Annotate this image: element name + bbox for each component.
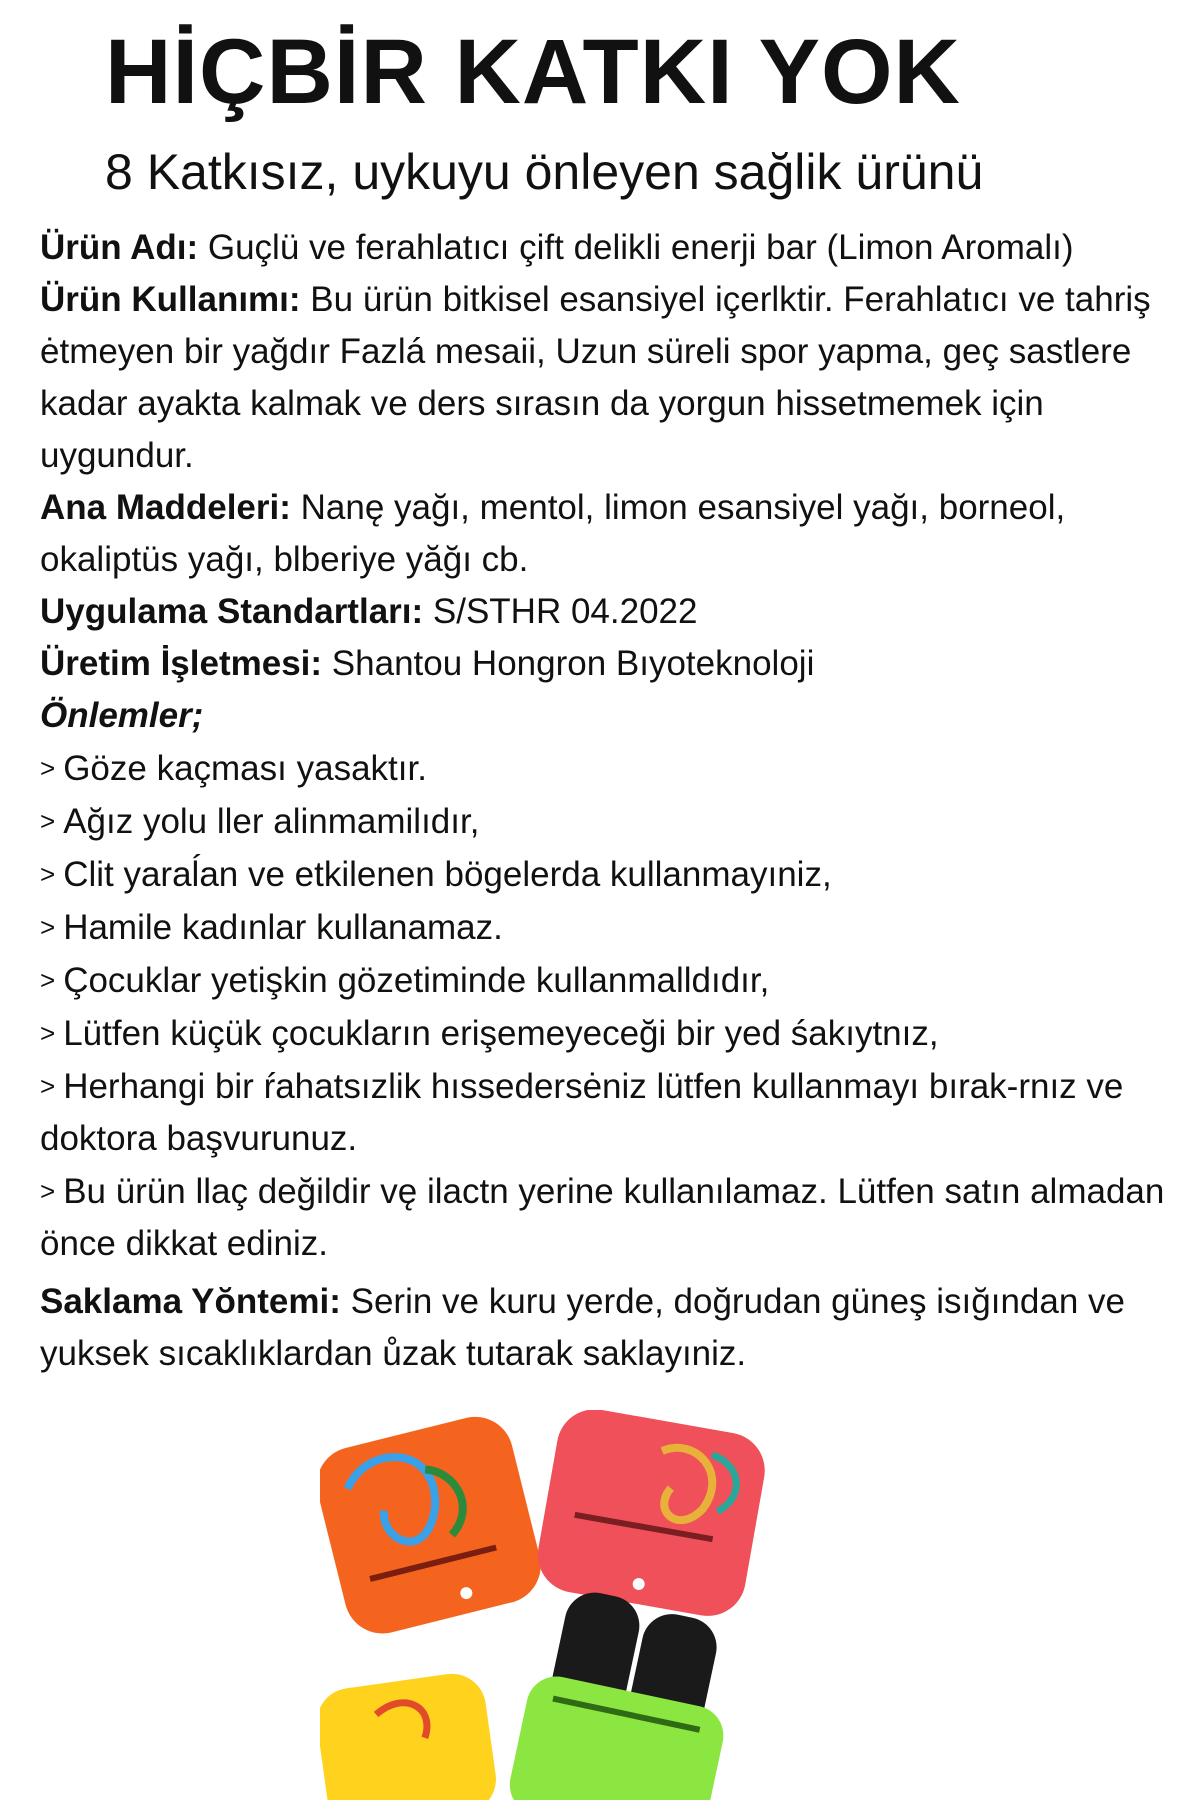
manufacturer-value: Shantou Hongron Bıyoteknoloji: [331, 644, 815, 683]
precaution-text: Hamile kadınlar kullanamaz.: [63, 908, 503, 947]
page-subtitle: 8 Katkısız, uykuyu önleyen sağlik ürünü: [105, 144, 984, 200]
product-details: [40, 222, 1190, 1380]
bullet-marker: >: [40, 1176, 56, 1206]
product-photo: [320, 1410, 800, 1800]
precaution-item: [40, 954, 1190, 1007]
yellow-case-image: [320, 1669, 500, 1800]
precaution-item: [40, 1165, 1190, 1270]
manufacturer-row: [40, 638, 1190, 690]
standards-value: S/STHR 04.2022: [432, 592, 698, 631]
product-name-label: Ürün Adı:: [40, 228, 199, 267]
storage-label: Saklama Yŏntemi:: [40, 1282, 341, 1321]
ingredients-value: Nanę yağı, mentol, limon esansiyel yağı, borneol, okaliptüs yağı, blberiye yăğı cb.: [40, 488, 1066, 579]
bullet-marker: >: [40, 806, 56, 836]
product-name-value: Guçlü ve ferahlatıcı çift delikli enerji bar (Limon Aromalı): [207, 228, 1074, 267]
bullet-marker: >: [40, 753, 56, 783]
precautions-heading: Önlemler;: [40, 696, 204, 735]
page-title: HİÇBİR KATKI YOK: [105, 21, 961, 123]
precautions-list: [40, 742, 1190, 1270]
bullet-marker: >: [40, 965, 56, 995]
precaution-item: [40, 901, 1190, 954]
bullet-marker: >: [40, 1071, 56, 1101]
precaution-item: [40, 795, 1190, 848]
precaution-item: [40, 1007, 1190, 1060]
usage-row: [40, 274, 1190, 482]
precaution-item: [40, 848, 1190, 901]
orange-case-image: [320, 1410, 549, 1642]
usage-label: Ürün Kullanımı:: [40, 280, 301, 319]
storage-row: [40, 1276, 1190, 1380]
pink-case-image: [532, 1410, 771, 1622]
bullet-marker: >: [40, 859, 56, 889]
bullet-marker: >: [40, 1018, 56, 1048]
bullet-marker: >: [40, 912, 56, 942]
product-name-row: [40, 222, 1190, 274]
precaution-text: Ağız yolu ller alinmamilıdır,: [63, 802, 480, 841]
precaution-text: Lütfen küçük çocukların erişemeyeceği bir yed śakıytnız,: [63, 1014, 939, 1053]
precaution-text: Clit yaraĺan ve etkilenen bögelerda kullanmayıniz,: [63, 855, 832, 894]
precaution-item: [40, 1060, 1190, 1165]
manufacturer-label: Üretim İşletmesi:: [40, 644, 323, 683]
precaution-text: Göze kaçması yasaktır.: [63, 749, 427, 788]
standards-label: Uygulama Standartları:: [40, 592, 424, 631]
ingredients-label: Ana Maddeleri:: [40, 488, 291, 527]
standards-row: [40, 586, 1190, 638]
ingredients-row: [40, 482, 1190, 586]
storage-value: Serin ve kuru yerde, doğrudan güneş isığından ve yuksek sıcaklıklardan ůzak tutarak saklayıniz.: [40, 1282, 1126, 1373]
usage-value: Bu ürün bitkisel esansiyel içerlktir. Ferahlatıcı ve tahriş ėtmeyen bir yağdır Fazlá mesaii, Uzun süreli spor yapma, geç sastlere kadar ayakta kalmak ve ders sırasın da yorgun hissetmemek için uygundur.: [40, 280, 1151, 475]
precaution-item: [40, 742, 1190, 795]
precaution-text: Çocuklar yetişkin gözetiminde kullanmalldıdır,: [63, 961, 770, 1000]
precaution-text: Bu ürün llaç değildir vę ilactn yerine kullanılamaz. Lütfen satın almadan önce dikkat ediniz.: [40, 1172, 1165, 1263]
precaution-text: Herhangi bir ŕahatsızlik hıssedersėniz lütfen kullanmayı bırak-rnız ve doktora başvurunuz.: [40, 1067, 1124, 1158]
